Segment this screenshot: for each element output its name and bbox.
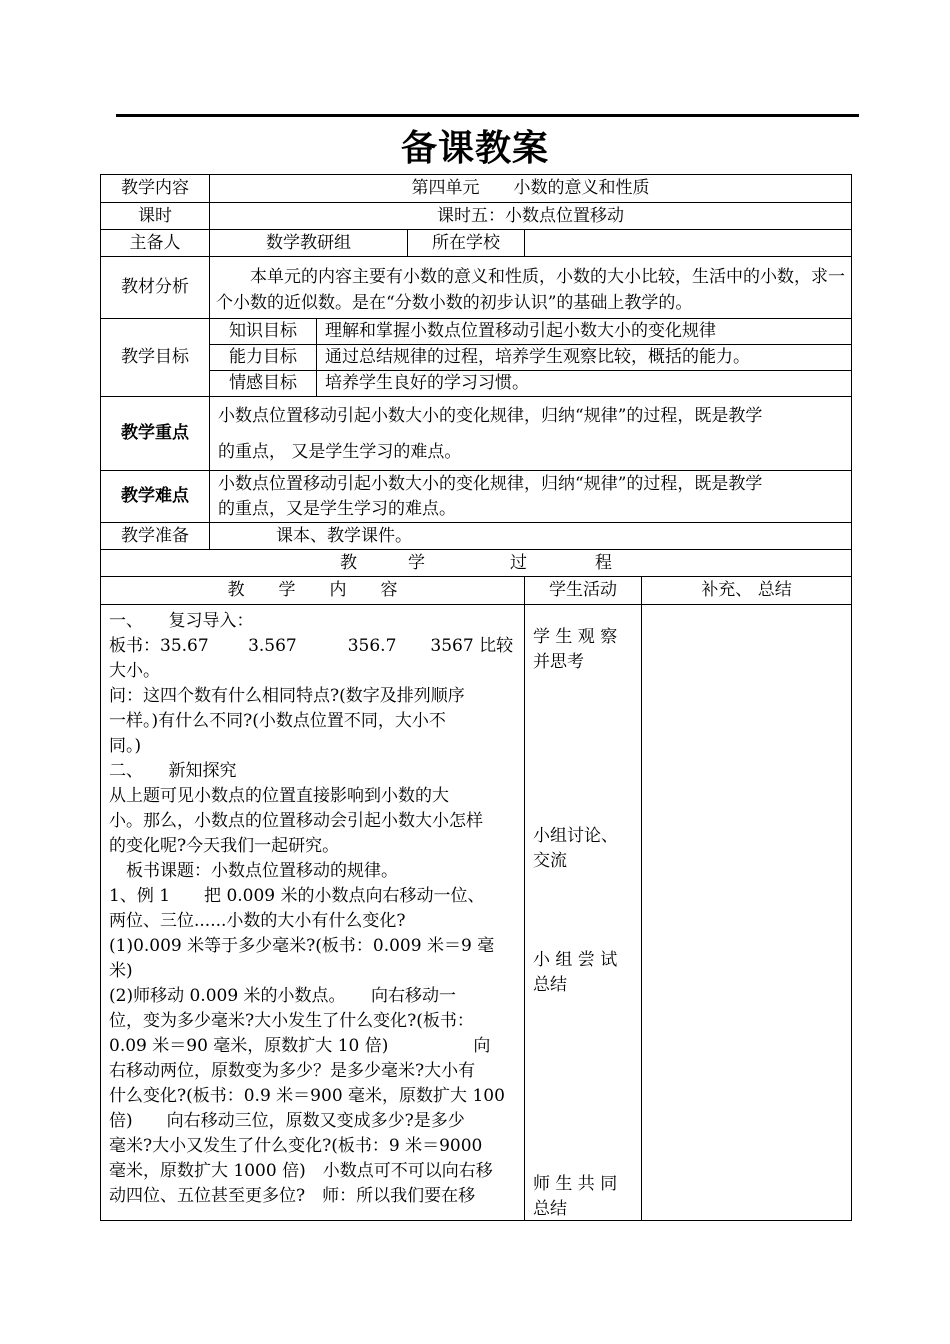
content-line: (1)0.009 米等于多少毫米?(板书：0.009 米＝9 毫 [109, 936, 495, 956]
activity-line: 学 生 观 察 [533, 627, 618, 647]
document-title: 备课教案 [400, 127, 549, 169]
key-point-line-1: 小数点位置移动引起小数大小的变化规律，归纳“规律”的过程，既是教学 [218, 405, 763, 426]
activity-line: 交流 [533, 851, 567, 871]
activity-try [533, 948, 625, 998]
activity-line: 小组讨论、 [533, 826, 618, 846]
goal-type-ability: 能力目标 [210, 345, 317, 371]
label-lesson: 课时 [101, 203, 210, 230]
row-process-columns [101, 577, 852, 605]
content-line: (2)师移动 0.009 米的小数点。 向右移动一 [109, 986, 457, 1006]
content-line: 同。) [109, 736, 142, 756]
process-header: 教 学 过 程 [101, 550, 852, 577]
content-line: 板书课题：小数点位置移动的规律。 [109, 861, 398, 881]
col-header-activity: 学生活动 [525, 577, 642, 605]
row-process-header [101, 550, 852, 577]
activity-discuss [533, 824, 625, 874]
col-header-content: 教 学 内 容 [101, 577, 525, 605]
key-point-line-2: 的重点， 又是学生学习的难点。 [218, 441, 462, 462]
difficulty-line-1: 小数点位置移动引起小数大小的变化规律，归纳“规律”的过程，既是教学 [218, 473, 763, 494]
value-lesson: 课时五：小数点位置移动 [210, 203, 852, 230]
value-teaching-content: 第四单元 小数的意义和性质 [210, 175, 852, 203]
content-line: 倍) 向右移动三位，原数又变成多少?是多少 [109, 1111, 465, 1131]
label-goals: 教学目标 [101, 319, 210, 397]
activity-observe [533, 625, 625, 675]
goal-text-emotion: 培养学生良好的学习习惯。 [317, 371, 852, 397]
label-key-point: 教学重点 [101, 397, 210, 471]
header-rule [116, 114, 859, 117]
value-school [525, 230, 852, 257]
content-line: 米) [109, 961, 133, 981]
goal-text-knowledge: 理解和掌握小数点位置移动引起小数大小的变化规律 [317, 319, 852, 345]
content-line: 问：这四个数有什么相同特点?(数字及排列顺序 [109, 686, 465, 706]
row-difficulty [101, 471, 852, 523]
content-line: 大小。 [109, 661, 160, 681]
row-prep [101, 523, 852, 550]
content-line: 板书：35.67 3.567 356.7 3567 比较 [109, 636, 514, 656]
activity-line: 总结 [533, 1199, 567, 1219]
col-header-summary: 补充、 总结 [642, 577, 852, 605]
row-preparer [101, 230, 852, 257]
content-line: 一、 复习导入： [109, 611, 254, 631]
content-line: 两位、三位......小数的大小有什么变化? [109, 911, 406, 931]
row-teaching-content [101, 175, 852, 203]
label-preparer: 主备人 [101, 230, 210, 257]
process-summary-cell [642, 605, 852, 1221]
process-activity-cell [525, 605, 642, 1221]
row-goal-knowledge [101, 319, 852, 345]
content-line: 位，变为多少毫米?大小发生了什么变化?(板书： [109, 1011, 474, 1031]
lesson-plan-table [100, 174, 852, 1221]
activity-line: 小 组 尝 试 [533, 950, 618, 970]
row-analysis [101, 257, 852, 319]
content-line: 动四位、五位甚至更多位? 师：所以我们要在移 [109, 1186, 476, 1206]
label-school: 所在学校 [408, 230, 525, 257]
value-difficulty [210, 471, 852, 523]
row-goal-ability [101, 345, 852, 371]
activity-summarize [533, 1172, 625, 1222]
content-line: 毫米，原数扩大 1000 倍) 小数点可不可以向右移 [109, 1161, 493, 1181]
value-key-point [210, 397, 852, 471]
row-lesson [101, 203, 852, 230]
label-prep: 教学准备 [101, 523, 210, 550]
difficulty-line-2: 的重点，又是学生学习的难点。 [218, 498, 456, 519]
activity-line: 总结 [533, 975, 567, 995]
goal-type-knowledge: 知识目标 [210, 319, 317, 345]
content-line: 毫米?大小又发生了什么变化?(板书：9 米＝9000 [109, 1136, 483, 1156]
content-line: 1、例 1 把 0.009 米的小数点向右移动一位、 [109, 886, 485, 906]
content-line: 从上题可见小数点的位置直接影响到小数的大 [109, 786, 449, 806]
content-line: 什么变化?(板书：0.9 米＝900 毫米，原数扩大 100 [109, 1086, 505, 1106]
row-process-body [101, 605, 852, 1221]
activity-line: 并思考 [533, 652, 584, 672]
goal-type-emotion: 情感目标 [210, 371, 317, 397]
content-line: 二、 新知探究 [109, 761, 237, 781]
value-preparer: 数学教研组 [210, 230, 408, 257]
content-line: 小。那么，小数点的位置移动会引起小数大小怎样 [109, 811, 483, 831]
label-analysis: 教材分析 [101, 257, 210, 319]
content-line: 0.09 米＝90 毫米，原数扩大 10 倍) 向 [109, 1036, 491, 1056]
content-line: 一样。)有什么不同?(小数点位置不同，大小不 [109, 711, 446, 731]
value-prep: 课本、教学课件。 [210, 523, 852, 550]
goal-text-ability: 通过总结规律的过程，培养学生观察比较，概括的能力。 [317, 345, 852, 371]
process-content-cell [101, 605, 525, 1221]
row-goal-emotion [101, 371, 852, 397]
content-line: 右移动两位，原数变为多少？是多少毫米?大小有 [109, 1061, 476, 1081]
value-analysis: 本单元的内容主要有小数的意义和性质，小数的大小比较，生活中的小数，求一个小数的近似数。是在“分数小数的初步认识”的基础上教学的。 [210, 257, 852, 319]
label-difficulty: 教学难点 [101, 471, 210, 523]
row-key-point [101, 397, 852, 471]
content-line: 的变化呢?今天我们一起研究。 [109, 836, 340, 856]
activity-line: 师 生 共 同 [533, 1174, 618, 1194]
label-teaching-content: 教学内容 [101, 175, 210, 203]
